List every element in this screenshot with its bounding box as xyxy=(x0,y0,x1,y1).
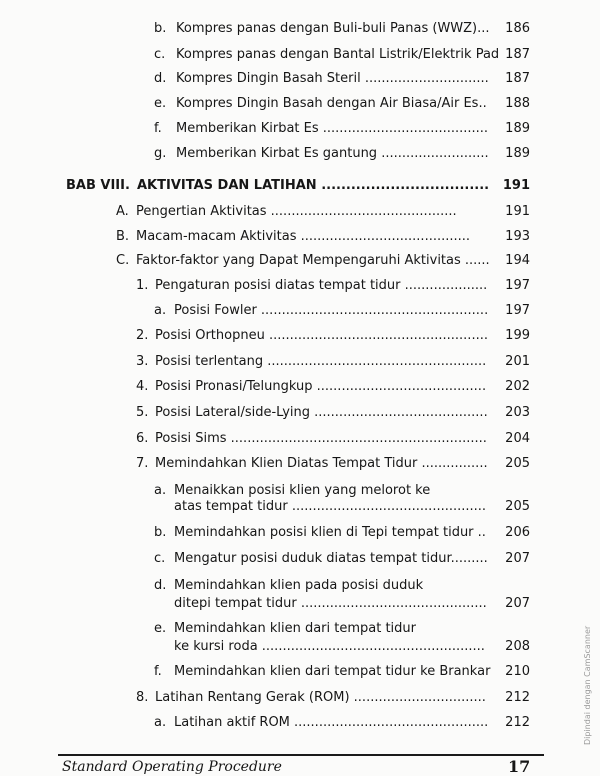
entry-text: Memindahkan klien pada posisi duduk xyxy=(174,578,424,593)
entry-label: f. xyxy=(154,664,162,679)
entry-label: e. xyxy=(154,96,167,111)
footer-rule xyxy=(58,754,544,756)
entry-label: b. xyxy=(154,21,167,36)
entry-page: 208 xyxy=(505,639,530,654)
entry-text: Latihan aktif ROM ............................................... xyxy=(174,715,489,730)
entry-page: 205 xyxy=(505,456,530,471)
entry-label: c. xyxy=(154,47,166,62)
entry-page: 205 xyxy=(505,499,530,514)
entry-label: d. xyxy=(154,71,167,86)
entry-label: 2. xyxy=(136,328,149,343)
toc-entry xyxy=(0,578,600,612)
entry-text: Memindahkan posisi klien di Tepi tempat tidur .. xyxy=(174,525,486,540)
entry-page: 197 xyxy=(505,278,530,293)
entry-label: 4. xyxy=(136,379,149,394)
entry-text: Latihan Rentang Gerak (ROM) ................................ xyxy=(155,690,486,705)
entry-label: g. xyxy=(154,146,167,161)
entry-text-line2: atas tempat tidur ............................................... xyxy=(174,499,487,514)
entry-text: Macam-macam Aktivitas ......................................... xyxy=(136,229,471,244)
entry-page: 191 xyxy=(505,204,530,219)
entry-page: 202 xyxy=(505,379,530,394)
entry-page: 206 xyxy=(505,525,530,540)
entry-label: a. xyxy=(154,483,167,498)
entry-page: 212 xyxy=(505,690,530,705)
entry-page: 194 xyxy=(505,253,530,268)
footer-title: Standard Operating Procedure xyxy=(62,759,282,775)
entry-text: Kompres panas dengan Buli-buli Panas (WWZ)... xyxy=(176,21,490,36)
toc-entry xyxy=(0,483,600,517)
entry-page: 188 xyxy=(505,96,530,111)
scanner-watermark: Dipindai dengan CamScanner xyxy=(583,625,592,745)
entry-text: Memberikan Kirbat Es gantung .......................... xyxy=(176,146,489,161)
entry-page: 197 xyxy=(505,303,530,318)
entry-text: Memberikan Kirbat Es ........................................ xyxy=(176,121,489,136)
entry-label: d. xyxy=(154,578,167,593)
toc-entry xyxy=(0,621,600,655)
entry-label: 6. xyxy=(136,431,149,446)
entry-page: 193 xyxy=(505,229,530,244)
entry-label: 8. xyxy=(136,690,149,705)
entry-text-line2: ke kursi roda ...................................................... xyxy=(174,639,485,654)
entry-text: Posisi Pronasi/Telungkup ......................................... xyxy=(155,379,487,394)
entry-text: Kompres Dingin Basah dengan Air Biasa/Air Es.. xyxy=(176,96,487,111)
entry-text: Kompres Dingin Basah Steril .............................. xyxy=(176,71,489,86)
entry-page: 186 xyxy=(505,21,530,36)
entry-page: 189 xyxy=(505,121,530,136)
entry-label: 5. xyxy=(136,405,149,420)
entry-page: 212 xyxy=(505,715,530,730)
entry-text: Pengertian Aktivitas ............................................. xyxy=(136,204,457,219)
entry-label: 7. xyxy=(136,456,149,471)
entry-text-line2: ditepi tempat tidur ............................................. xyxy=(174,596,487,611)
entry-page: 187 xyxy=(505,71,530,86)
entry-page: 187 xyxy=(505,47,530,62)
entry-text: Posisi terlentang ..................................................... xyxy=(155,354,487,369)
chapter-label: BAB VIII. xyxy=(66,178,130,193)
entry-label: B. xyxy=(116,229,130,244)
entry-page: 207 xyxy=(505,551,530,566)
entry-page: 210 xyxy=(505,664,530,679)
footer-page-number: 17 xyxy=(508,757,531,776)
entry-text: Memindahkan klien dari tempat tidur xyxy=(174,621,417,636)
entry-text: Posisi Fowler ....................................................... xyxy=(174,303,489,318)
entry-label: e. xyxy=(154,621,167,636)
entry-label: c. xyxy=(154,551,166,566)
entry-page: 203 xyxy=(505,405,530,420)
entry-text: Pengaturan posisi diatas tempat tidur .................... xyxy=(155,278,488,293)
entry-text: Memindahkan Klien Diatas Tempat Tidur ................ xyxy=(155,456,488,471)
entry-text: Mengatur posisi duduk diatas tempat tidur......... xyxy=(174,551,488,566)
entry-text: Posisi Sims .............................................................. xyxy=(155,431,487,446)
entry-text: Posisi Orthopneu ..................................................... xyxy=(155,328,488,343)
entry-text: Posisi Lateral/side-Lying .......................................... xyxy=(155,405,488,420)
entry-label: a. xyxy=(154,715,167,730)
entry-label: 3. xyxy=(136,354,149,369)
chapter-title: AKTIVITAS DAN LATIHAN .................................. xyxy=(137,178,490,193)
entry-label: a. xyxy=(154,303,167,318)
entry-page: 207 xyxy=(505,596,530,611)
entry-text: Memindahkan klien dari tempat tidur ke Brankar xyxy=(174,664,491,679)
entry-page: 204 xyxy=(505,431,530,446)
entry-text: Kompres panas dengan Bantal Listrik/Elektrik Pad xyxy=(176,47,500,62)
entry-label: b. xyxy=(154,525,167,540)
entry-text: Menaikkan posisi klien yang melorot ke xyxy=(174,483,431,498)
entry-label: f. xyxy=(154,121,162,136)
entry-text: Faktor-faktor yang Dapat Mempengaruhi Aktivitas ...... xyxy=(136,253,490,268)
entry-page: 189 xyxy=(505,146,530,161)
entry-label: A. xyxy=(116,204,129,219)
entry-label: 1. xyxy=(136,278,149,293)
entry-page: 199 xyxy=(505,328,530,343)
chapter-page: 191 xyxy=(502,178,530,193)
entry-page: 201 xyxy=(505,354,530,369)
entry-label: C. xyxy=(116,253,130,268)
